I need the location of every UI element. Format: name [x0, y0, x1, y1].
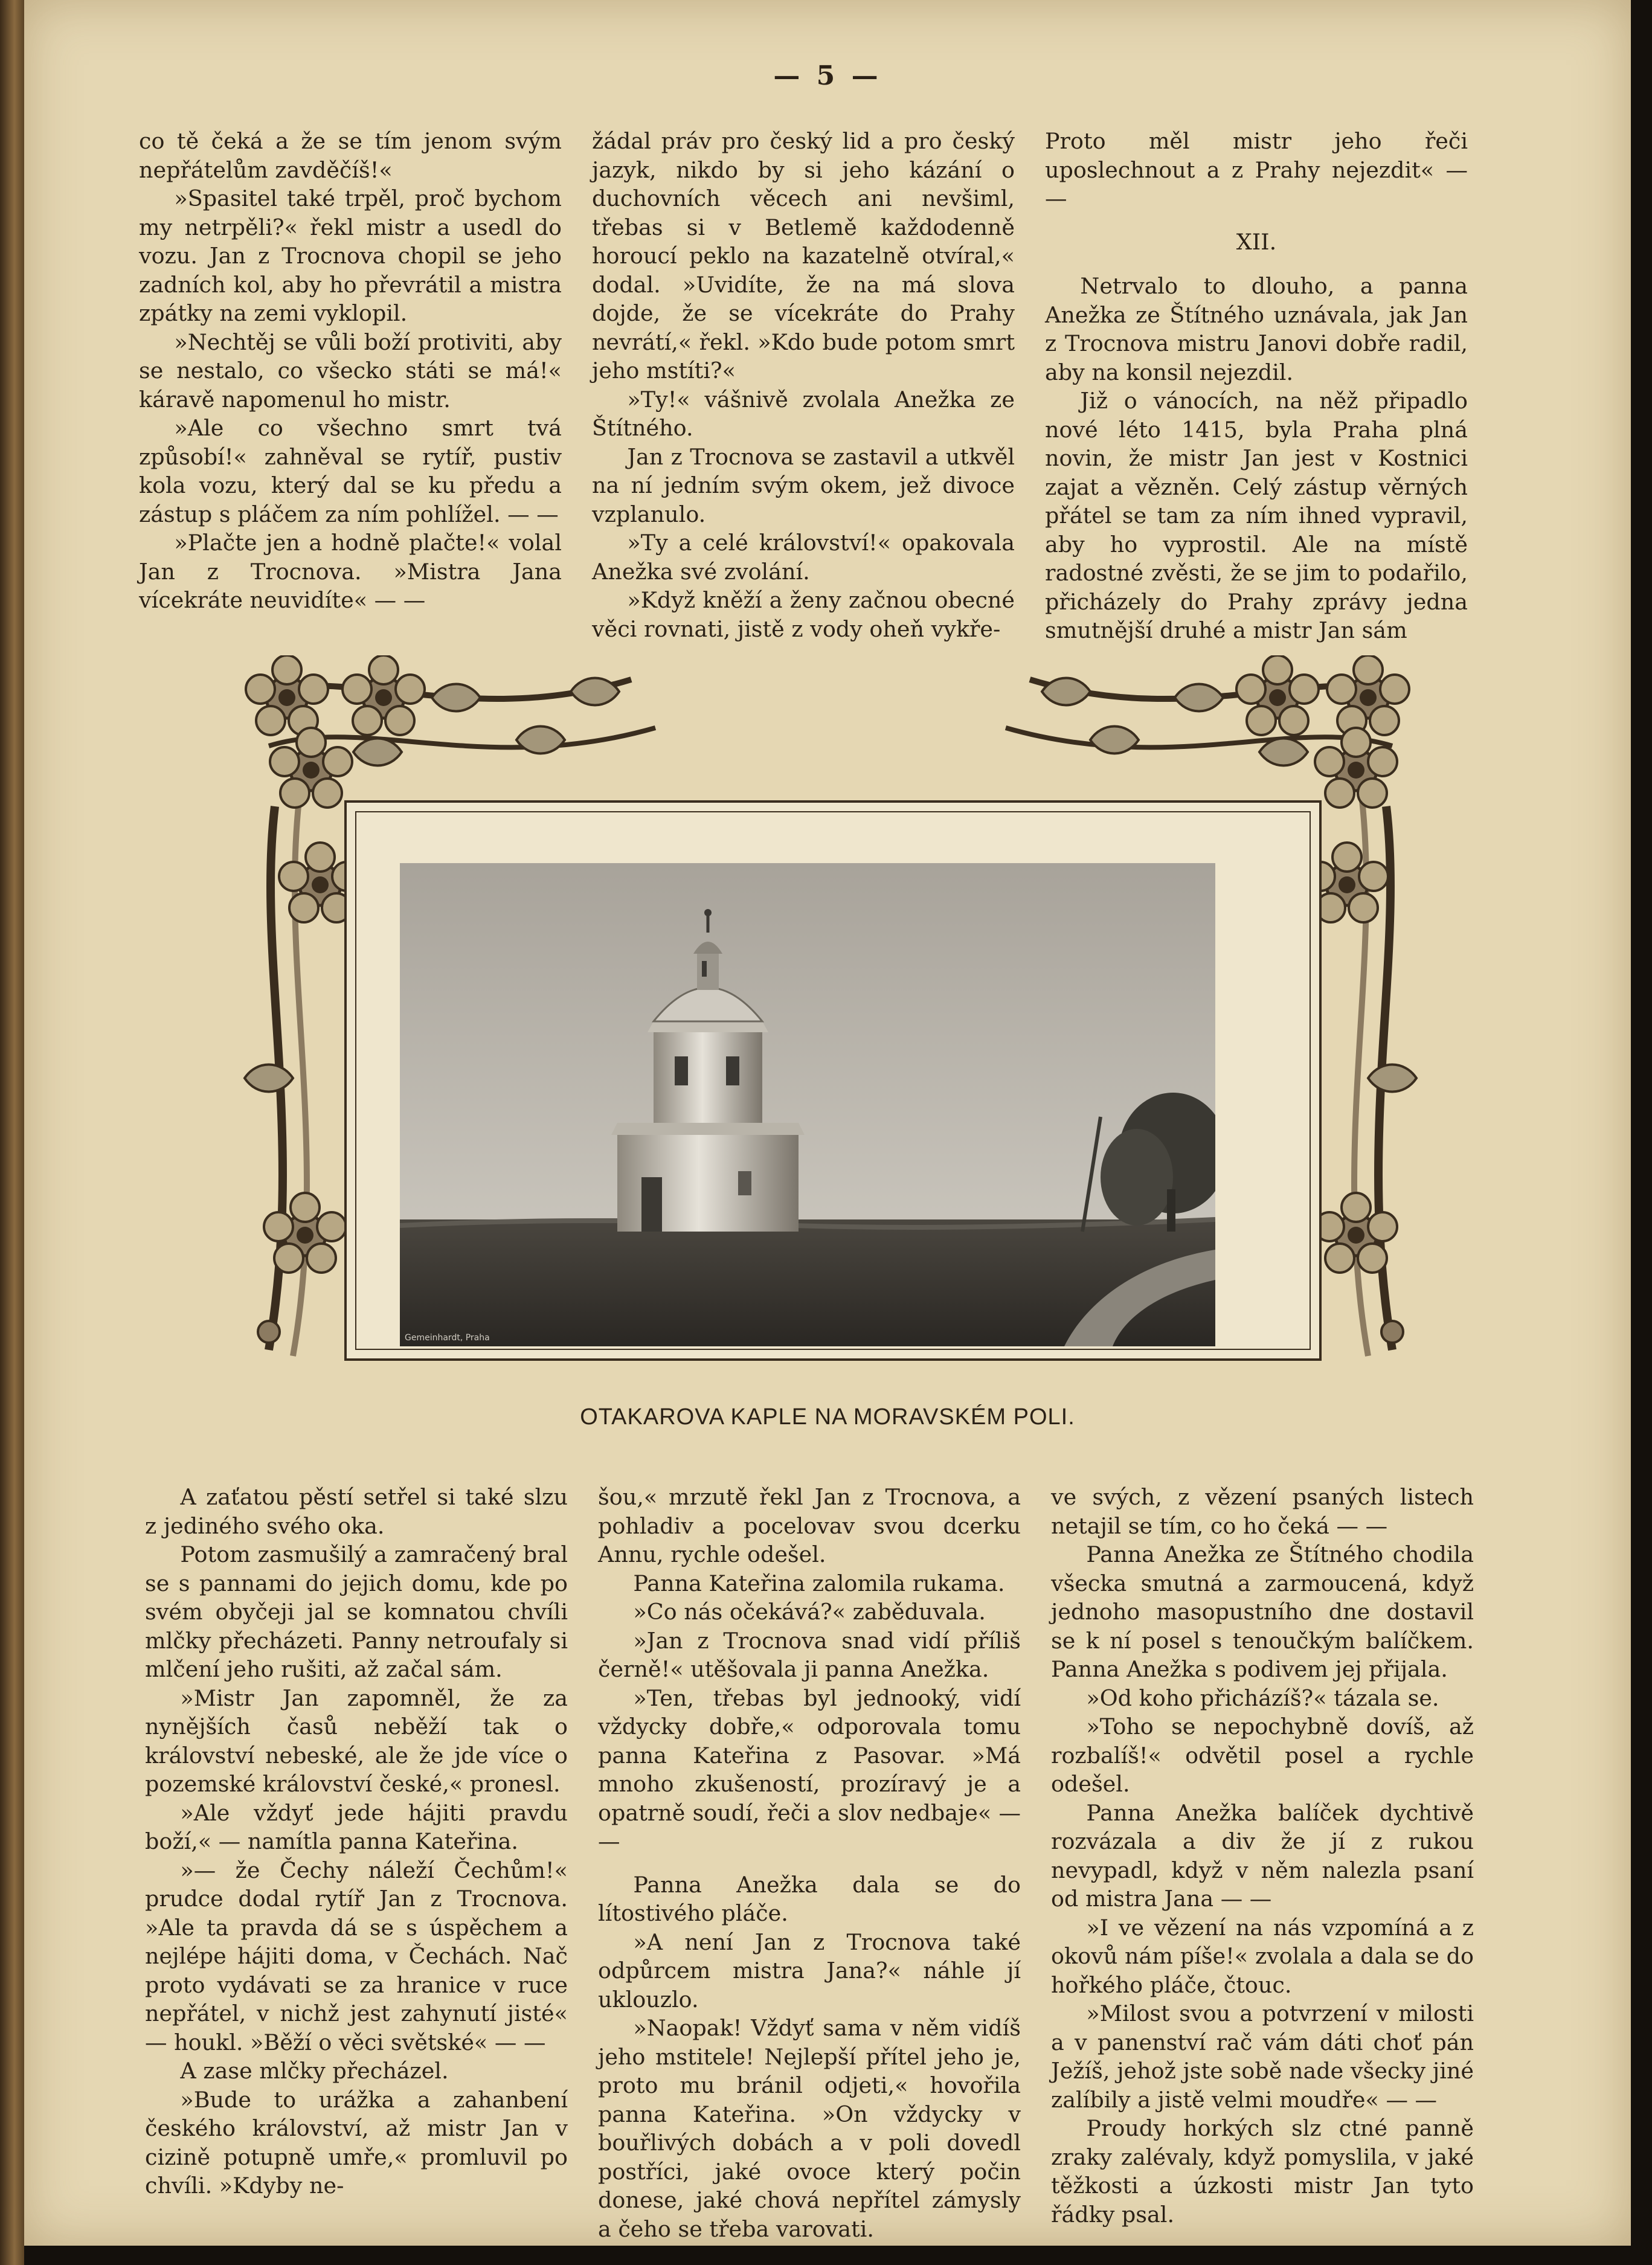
chapel-photograph [400, 863, 1215, 1346]
paragraph: »— že Čechy náleží Čechům!« prudce dodal rytíř Jan z Trocnova. »Ale ta pravda dá se s úspěchem a nejlépe hájiti doma, v Čechách. Nač proto vydávati se za hranice v ruce nepřátel, v nichž jest zahynutí jisté« — houkl. »Běží o věci světské« — — [145, 1857, 568, 2055]
paragraph: »Ale vždyť jede hájiti pravdu boží,« — namítla panna Kateřina. [145, 1799, 568, 1854]
paragraph: »Nechtěj se vůli boží protiviti, aby se nestalo, co všecko státi se má!« káravě napomenul ho mistr. [139, 329, 562, 413]
paragraph: »I ve vězení na nás vzpomíná a z okovů nám píše!« zvolala a dala se do hořkého pláče, čtouc. [1051, 1914, 1474, 1998]
paragraph: Panna Anežka ze Štítného chodila všecka smutná a zarmoucená, když jednoho masopustního dne dostavil se k ní posel s tenoučkým balíčkem. Panna Anežka s podivem jej přijala. [1051, 1541, 1474, 1682]
paragraph: »Mistr Jan zapomněl, že za nynějších časů neběží tak o království nebeské, ale že jde více o pozemské království české,« pronesl. [145, 1685, 568, 1797]
paragraph: »Co nás očekává?« zaběduvala. [633, 1599, 986, 1625]
text-column-bottom-middle [598, 1483, 1021, 2243]
paragraph: A zaťatou pěstí setřel si také slzu z jediného svého oka. [145, 1484, 568, 1539]
text-column-bottom-right [1051, 1483, 1474, 2229]
paragraph: »Milost svou a potvrzení v milosti a v panenství rač vám dáti choť pán Ježíš, jehož jste sobě nade všecky jiné zalíbily a jistě velmi moudře« — — [1051, 2000, 1474, 2113]
paragraph: Již o vánocích, na něž připadlo nové léto 1415, byla Praha plná novin, že mistr Jan jest v Kostnici zajat a vězněn. Celý zástup věrných přátel se tam za ním ihned vypravil, aby ho vyprostil. Ale na místě radostné zvěsti, že se jim to podařilo, přicházely do Prahy zprávy jedna smutnější druhé a mistr Jan sám [1045, 388, 1468, 643]
paragraph: »Ty a celé království!« opakovala Anežka své zvolání. [592, 530, 1015, 585]
book-binding-edge [0, 0, 24, 2265]
paragraph: Jan z Trocnova se zastavil a utkvěl na ní jedním svým okem, jež divoce vzplanulo. [592, 443, 1015, 527]
paragraph: A zase mlčky přecházel. [180, 2058, 449, 2084]
paragraph: »Ten, třebas byl jednooký, vidí vždycky dobře,« odporovala tomu panna Kateřina z Pasovar. »Má mnoho zkušeností, prozíravý je a opatrně soudí, řeči a slov nedbaje« — — [598, 1685, 1021, 1854]
paragraph: »Když kněží a ženy začnou obecné věci rovnati, jistě z vody oheň vykře- [592, 587, 1015, 642]
paragraph: žádal práv pro český lid a pro český jazyk, nikdo by si jeho kázání o duchovních věcech ani nevšiml, třebas si v Betlemě každodenně horoucí peklo na kazatelně otvíral,« dodal. »Uvidíte, že na má slova dojde, že se vícekráte do Prahy nevrátí,« řekl. »Kdo bude potom smrt jeho mstíti?« [592, 128, 1015, 384]
paragraph: »Toho se nepochybně dovíš, až rozbalíš!« odvětil posel a rychle odešel. [1051, 1714, 1474, 1797]
paragraph: »A není Jan z Trocnova také odpůrcem mistra Jana?« náhle jí uklouzlo. [598, 1929, 1021, 2013]
paragraph: co tě čeká a že se tím jenom svým nepřátelům zavděčíš!« [139, 128, 562, 183]
paragraph: »Ty!« vášnivě zvolala Anežka ze Štítného. [592, 386, 1015, 441]
paragraph: Proto měl mistr jeho řeči uposlechnout a z Prahy nejezdit« — — [1045, 128, 1468, 211]
paragraph: »Jan z Trocnova snad vidí příliš černě!« utěšovala ji panna Anežka. [598, 1627, 1021, 1682]
paragraph-gap [598, 1856, 1021, 1871]
paragraph: Panna Kateřina zalomila rukama. [633, 1570, 1005, 1596]
text-column-top-right [1045, 127, 1468, 645]
text-column-bottom-left [145, 1483, 568, 2200]
paragraph: Proudy horkých slz ctné panně zraky zalévaly, když pomyslila, v jaké těžkosti a úzkosti mistr Jan tyto řádky psal. [1051, 2115, 1474, 2228]
paragraph: »Od koho přicházíš?« tázala se. [1086, 1685, 1439, 1711]
text-column-top-middle [592, 127, 1015, 643]
figure-caption: OTAKAROVA KAPLE NA MORAVSKÉM POLI. [580, 1404, 1075, 1430]
paragraph: »Spasitel také trpěl, proč bychom my netrpěli?« řekl mistr a usedl do vozu. Jan z Trocnova chopil se jeho zadních kol, aby ho převrátil a mistra zpátky na zemi vyklopil. [139, 185, 562, 326]
chapter-heading: XII. [1236, 228, 1277, 255]
paragraph: Panna Anežka dala se do lítostivého pláče. [598, 1871, 1021, 1926]
paragraph: »Naopak! Vždyť sama v něm vidíš jeho mstitele! Nejlepší přítel jeho je, proto mu bránil odjeti,« hovořila panna Kateřina. »On vždycky v bouřlivých dobách a v poli dovedl postříci, jaké ovoce který počin donese, jaké chová nepřítel zámysly a čeho se třeba varovati. [598, 2015, 1021, 2242]
paragraph: ve svých, z vězení psaných listech netajil se tím, co ho čeká — — [1051, 1484, 1474, 1539]
paragraph: Netrvalo to dlouho, a panna Anežka ze Štítného uznávala, jak Jan z Trocnova mistru Janovi dobře radil, aby na konsil nejezdil. [1045, 273, 1468, 385]
text-column-top-left [139, 127, 562, 615]
paragraph: »Ale co všechno smrt tvá způsobí!« zahněval se rytíř, pustiv kola vozu, který dal se ku předu a zástup s pláčem za ním pohlížel. — — [139, 415, 562, 527]
photo-frame [344, 800, 1322, 1361]
figure [233, 655, 1429, 1371]
paragraph: šou,« mrzutě řekl Jan z Trocnova, a pohladiv a pocelovav svou dcerku Annu, rychle odešel. [598, 1484, 1021, 1567]
paragraph: Potom zasmušilý a zamračený bral se s pannami do jejich domu, kde po svém obyčeji jal se komnatou chvíli mlčky přecházeti. Panny netroufaly si mlčení jeho rušiti, až začal sám. [145, 1541, 568, 1682]
photo-credit: Gemeinhardt, Praha [405, 1333, 490, 1343]
book-page [24, 0, 1631, 2246]
page-number: — 5 — [773, 60, 882, 91]
paragraph: Panna Anežka balíček dychtivě rozvázala a div že jí z rukou nevypadl, když v něm nalezla psaní od mistra Jana — — [1051, 1799, 1474, 1912]
paragraph: »Plačte jen a hodně plačte!« volal Jan z Trocnova. »Mistra Jana vícekráte neuvidíte« — — [139, 530, 562, 613]
paragraph: »Bude to urážka a zahanbení českého království, až mistr Jan v cizině potupně umře,« promluvil po chvíli. »Kdyby ne- [145, 2086, 568, 2199]
